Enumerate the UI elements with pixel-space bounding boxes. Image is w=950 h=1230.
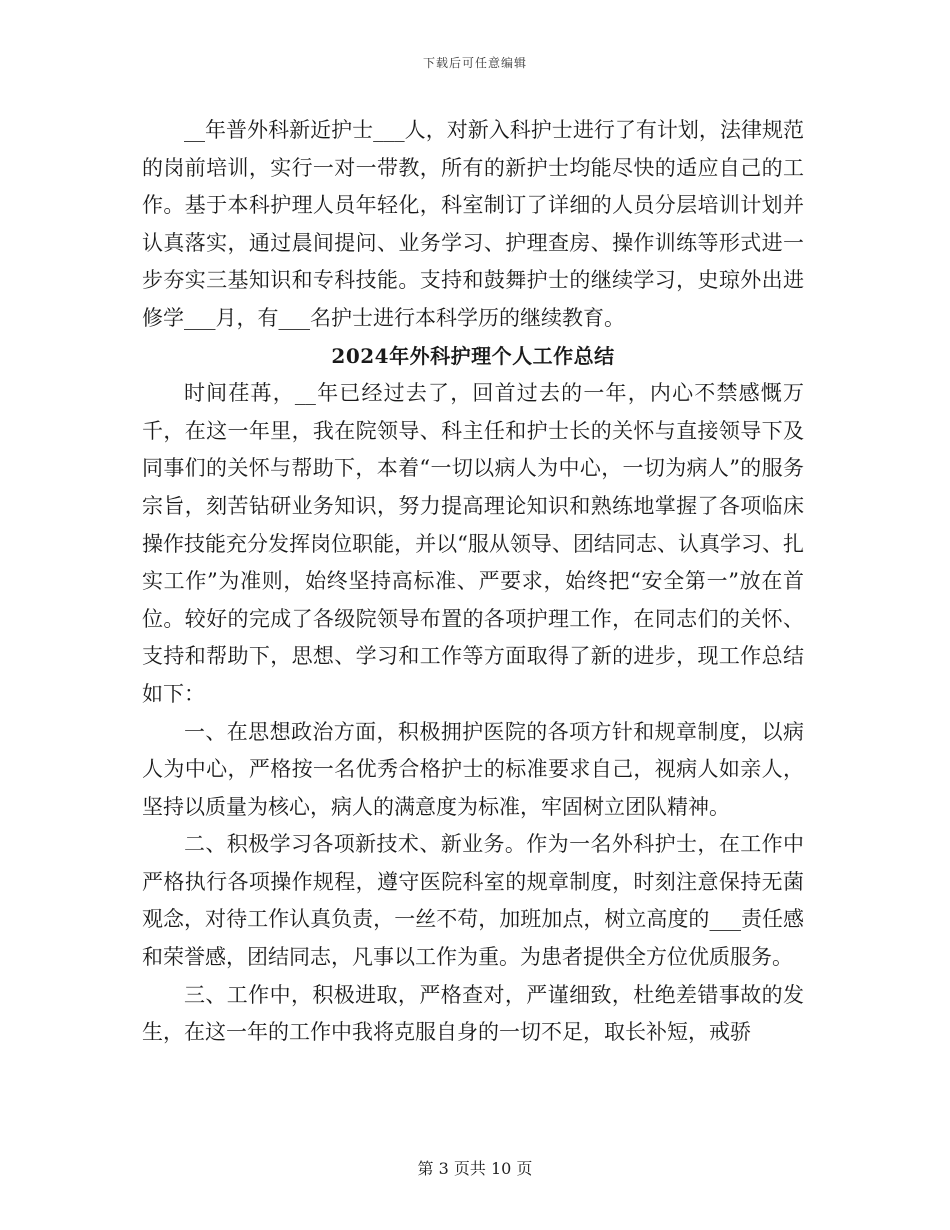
body-paragraph-section-3: 三、工作中，积极进取，严格查对，严谨细致，杜绝差错事故的发生，在这一年的工作中我将克服自身的一切不足，取长补短，戒骄 — [142, 982, 804, 1045]
page-footer: 第 3 页共 10 页 — [417, 1159, 533, 1178]
page-header: 下载后可任意编辑 — [422, 56, 527, 70]
document-title: 2024年外科护理个人工作总结 — [331, 343, 615, 368]
document-body — [142, 112, 804, 1052]
body-paragraph-section-1: 一、在思想政治方面，积极拥护医院的各项方针和规章制度，以病人为中心，严格按一名优秀合格护士的标准要求自己，视病人如亲人，坚持以质量为核心，病人的满意度为标准，牢固树立团队精神。 — [142, 719, 804, 819]
intro-paragraph: __年普外科新近护士___人，对新入科护士进行了有计划，法律规范的岗前培训，实行一对一带教，所有的新护士均能尽快的适应自己的工作。基于本科护理人员年轻化，科室制订了详细的人员分层培训计划并认真落实，通过晨间提问、业务学习、护理查房、操作训练等形式进一步夯实三基知识和专科技能。支持和鼓舞护士的继续学习，史琼外出进修学___月，有___名护士进行本科学历的继续教育。 — [142, 118, 804, 330]
body-paragraph-opening: 时间荏苒，__年已经过去了，回首过去的一年，内心不禁感慨万千，在这一年里，我在院领导、科主任和护士长的关怀与直接领导下及同事们的关怀与帮助下，本着“一切以病人为中心，一切为病人”的服务宗旨，刻苦钻研业务知识，努力提高理论知识和熟练地掌握了各项临床操作技能充分发挥岗位职能，并以“服从领导、团结同志、认真学习、扎实工作”为准则，始终坚持高标准、严要求，始终把“安全第一”放在首位。较好的完成了各级院领导布置的各项护理工作，在同志们的关怀、支持和帮助下，思想、学习和工作等方面取得了新的进步，现工作总结如下： — [142, 381, 804, 706]
body-paragraph-section-2: 二、积极学习各项新技术、新业务。作为一名外科护士，在工作中严格执行各项操作规程，遵守医院科室的规章制度，时刻注意保持无菌观念，对待工作认真负责，一丝不苟，加班加点，树立高度的___责任感和荣誉感，团结同志，凡事以工作为重。为患者提供全方位优质服务。 — [142, 832, 804, 970]
